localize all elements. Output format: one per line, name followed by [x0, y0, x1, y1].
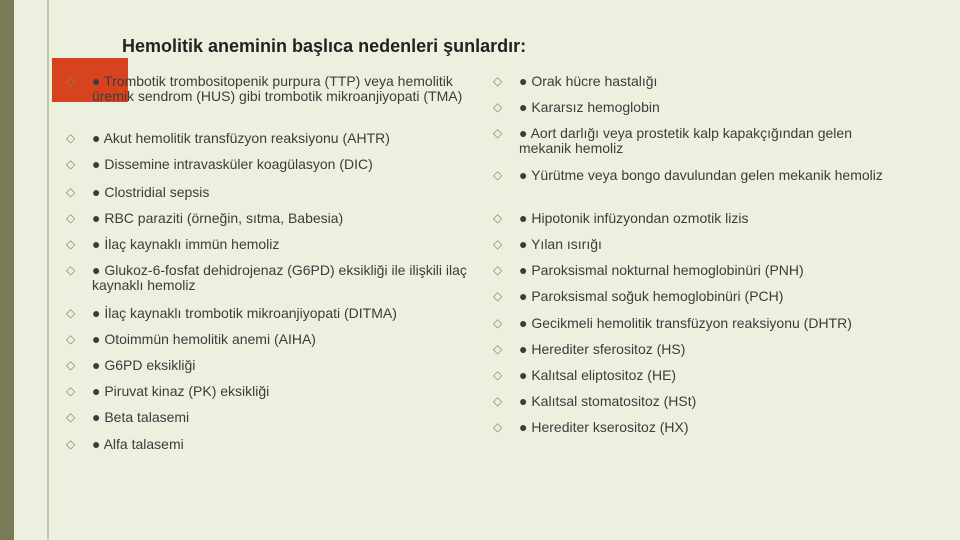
- list-item-text: ● Aort darlığı veya prostetik kalp kapakçığından gelen mekanik hemoliz: [519, 125, 852, 156]
- left-list-item: [66, 131, 472, 146]
- left-list-item: [66, 410, 472, 425]
- list-item-text: ● Otoimmün hemolitik anemi (AIHA): [92, 331, 316, 347]
- diamond-bullet-icon: ◇: [493, 368, 503, 382]
- diamond-bullet-icon: ◇: [493, 420, 503, 434]
- diamond-bullet-icon: ◇: [66, 358, 76, 372]
- right-list-item: [493, 237, 889, 252]
- list-item-text: ● Hipotonik infüzyondan ozmotik lizis: [519, 210, 749, 226]
- left-decorative-band: [0, 0, 14, 540]
- list-item-text: ● Kararsız hemoglobin: [519, 99, 660, 115]
- right-list-item: [493, 420, 889, 435]
- diamond-bullet-icon: ◇: [66, 157, 76, 171]
- right-list-item: [493, 263, 889, 278]
- left-list-item: [66, 185, 472, 200]
- right-list-item: [493, 100, 889, 115]
- list-item-text: ● Yürütme veya bongo davulundan gelen mekanik hemoliz: [519, 167, 883, 183]
- right-list-item: [493, 316, 889, 331]
- diamond-bullet-icon: ◇: [66, 410, 76, 424]
- diamond-bullet-icon: ◇: [66, 131, 76, 145]
- diamond-bullet-icon: ◇: [66, 74, 76, 88]
- left-list-item: [66, 332, 472, 347]
- diamond-bullet-icon: ◇: [66, 306, 76, 320]
- diamond-bullet-icon: ◇: [493, 316, 503, 330]
- diamond-bullet-icon: ◇: [66, 263, 76, 277]
- list-item-text: ● Trombotik trombositopenik purpura (TTP) veya hemolitik üremik sendrom (HUS) gibi trombotik mikroanjiyopati (TMA): [92, 73, 463, 104]
- right-list-item: [493, 126, 889, 156]
- left-list-item: [66, 358, 472, 373]
- right-list-item: [493, 211, 889, 226]
- list-item-text: ● Akut hemolitik transfüzyon reaksiyonu (AHTR): [92, 130, 390, 146]
- right-list-item: [493, 342, 889, 357]
- list-item-text: ● İlaç kaynaklı immün hemoliz: [92, 236, 280, 252]
- diamond-bullet-icon: ◇: [493, 289, 503, 303]
- list-item-text: ● Herediter kserositoz (HX): [519, 419, 689, 435]
- list-item-text: ● Clostridial sepsis: [92, 184, 210, 200]
- list-item-text: ● Kalıtsal stomatositoz (HSt): [519, 393, 697, 409]
- list-item-text: ● Yılan ısırığı: [519, 236, 602, 252]
- diamond-bullet-icon: ◇: [66, 332, 76, 346]
- diamond-bullet-icon: ◇: [66, 211, 76, 225]
- list-item-text: ● Paroksismal soğuk hemoglobinüri (PCH): [519, 288, 784, 304]
- right-list-item: [493, 394, 889, 409]
- right-list-item: [493, 289, 889, 304]
- diamond-bullet-icon: ◇: [66, 185, 76, 199]
- right-list-item: [493, 168, 889, 183]
- left-list-item: [66, 157, 472, 172]
- list-item-text: ● İlaç kaynaklı trombotik mikroanjiyopati (DITMA): [92, 305, 397, 321]
- list-item-text: ● Gecikmeli hemolitik transfüzyon reaksiyonu (DHTR): [519, 315, 852, 331]
- right-list-item: [493, 74, 889, 89]
- diamond-bullet-icon: ◇: [493, 100, 503, 114]
- diamond-bullet-icon: ◇: [493, 126, 503, 140]
- list-item-text: ● Dissemine intravasküler koagülasyon (DIC): [92, 156, 373, 172]
- diamond-bullet-icon: ◇: [493, 74, 503, 88]
- diamond-bullet-icon: ◇: [493, 394, 503, 408]
- right-list-item: [493, 368, 889, 383]
- diamond-bullet-icon: ◇: [493, 237, 503, 251]
- left-list-item: [66, 237, 472, 252]
- list-item-text: ● RBC paraziti (örneğin, sıtma, Babesia): [92, 210, 344, 226]
- diamond-bullet-icon: ◇: [66, 384, 76, 398]
- left-list-item: [66, 437, 472, 452]
- left-list-item: [66, 306, 472, 321]
- list-item-text: ● Beta talasemi: [92, 409, 190, 425]
- left-list-item: [66, 74, 472, 104]
- list-item-text: ● Glukoz-6-fosfat dehidrojenaz (G6PD) eksikliği ile ilişkili ilaç kaynaklı hemoliz: [92, 262, 467, 293]
- left-list-item: [66, 211, 472, 226]
- list-item-text: ● G6PD eksikliği: [92, 357, 196, 373]
- diamond-bullet-icon: ◇: [66, 237, 76, 251]
- diamond-bullet-icon: ◇: [493, 211, 503, 225]
- list-item-text: ● Paroksismal nokturnal hemoglobinüri (PNH): [519, 262, 804, 278]
- left-list-item: [66, 263, 472, 293]
- list-item-text: ● Alfa talasemi: [92, 436, 184, 452]
- diamond-bullet-icon: ◇: [66, 437, 76, 451]
- left-list-item: [66, 384, 472, 399]
- diamond-bullet-icon: ◇: [493, 168, 503, 182]
- list-item-text: ● Orak hücre hastalığı: [519, 73, 658, 89]
- list-item-text: ● Piruvat kinaz (PK) eksikliği: [92, 383, 270, 399]
- diamond-bullet-icon: ◇: [493, 263, 503, 277]
- list-item-text: ● Kalıtsal eliptositoz (HE): [519, 367, 677, 383]
- diamond-bullet-icon: ◇: [493, 342, 503, 356]
- slide-title: Hemolitik aneminin başlıca nedenleri şunlardır:: [122, 36, 527, 56]
- list-item-text: ● Herediter sferositoz (HS): [519, 341, 686, 357]
